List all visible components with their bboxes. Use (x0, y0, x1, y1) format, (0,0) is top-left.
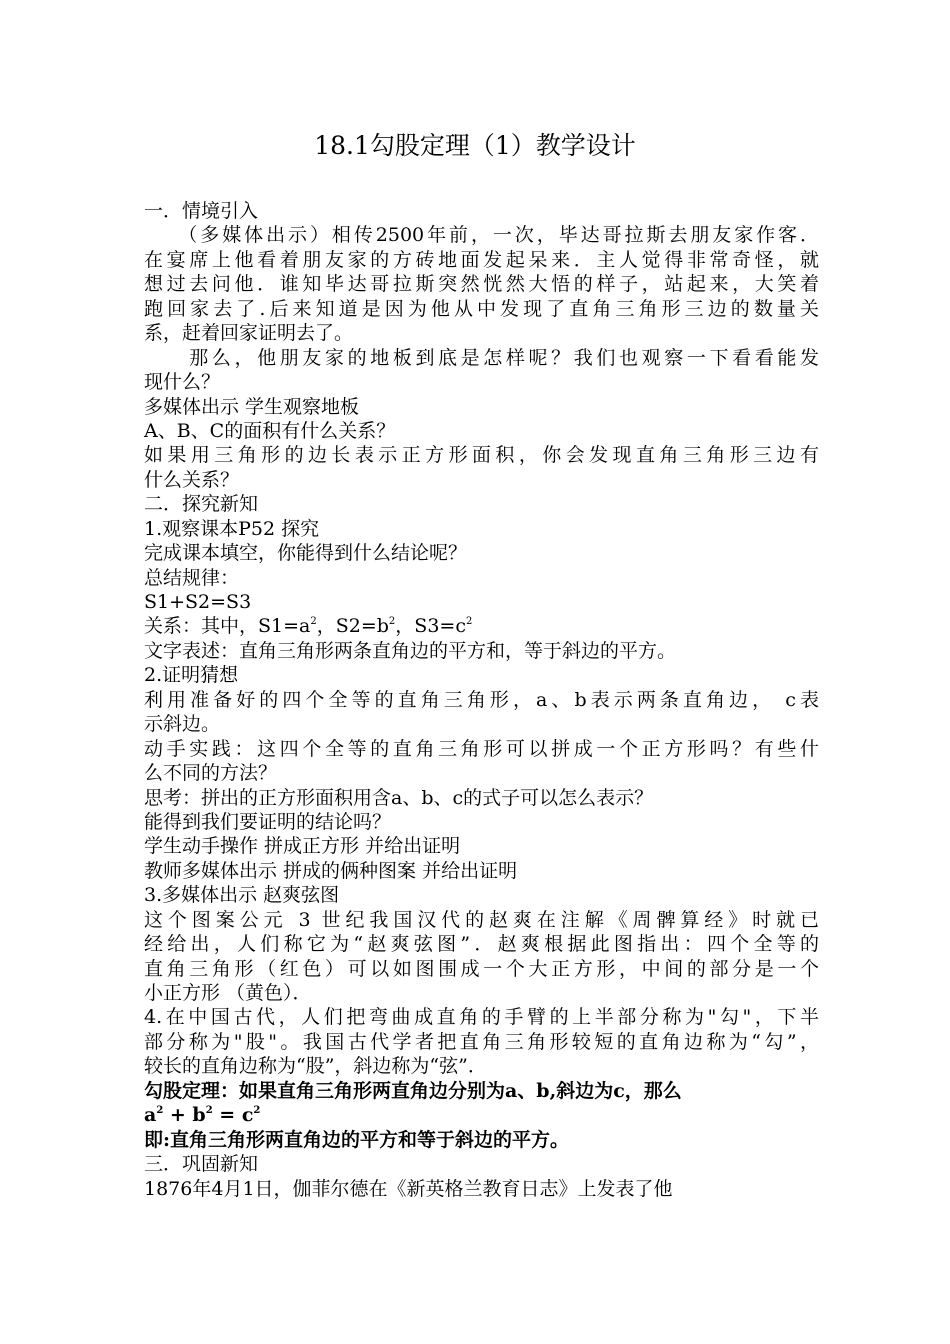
page-title: 18.1勾股定理（1）教学设计 (314, 131, 636, 160)
formula-plus-b: + b (163, 1104, 206, 1127)
paragraph-line: （多媒体出示）相传2500年前，一次，毕达哥拉斯去朋友家作客． (144, 224, 819, 247)
relation-prefix: 关系：其中，S1=a (144, 615, 311, 638)
paragraph-line: 4.在中国古代，人们把弯曲成直角的手臂的上半部分称为"勾"，下半 (144, 1006, 819, 1029)
relation-line (144, 614, 819, 638)
paragraph-line: 完成课本填空，你能得到什么结论呢？ (144, 542, 468, 565)
paragraph-line: 学生动手操作 拼成正方形 并给出证明 (144, 835, 461, 858)
paragraph-line: 教师多媒体出示 拼成的俩种图案 并给出证明 (144, 859, 518, 882)
exponent: 2 (253, 1105, 261, 1117)
paragraph-line: 经给出，人们称它为“赵爽弦图”．赵爽根据此图指出：四个全等的 (144, 933, 819, 956)
paragraph-line: 利用准备好的四个全等的直角三角形，a、b表示两条直角边， c表 (144, 688, 819, 711)
paragraph-line: 示斜边。 (144, 713, 221, 736)
exponent: 2 (465, 616, 473, 628)
exponent: 2 (205, 1105, 213, 1117)
exponent: 2 (388, 616, 396, 628)
relation-mid: ，S2=b (316, 615, 389, 638)
paragraph-line: A、B、C的面积有什么关系？ (144, 419, 396, 442)
formula-eq-c: = c (212, 1104, 254, 1127)
exponent: 2 (156, 1105, 164, 1117)
paragraph-line: 那么，他朋友家的地板到底是怎样呢？我们也观察一下看看能发 (144, 346, 819, 369)
paragraph-line: 总结规律： (144, 566, 240, 589)
paragraph-line: 多媒体出示 学生观察地板 (144, 395, 360, 418)
paragraph-line: 跑回家去了.后来知道是因为他从中发现了直角三角形三边的数量关 (144, 297, 819, 320)
formula-a: a (144, 1104, 157, 1127)
section-heading: 二．探究新知 (144, 493, 259, 516)
paragraph-line: 3.多媒体出示 赵爽弦图 (144, 884, 340, 907)
relation-mid: ，S3=c (395, 615, 466, 638)
theorem-formula (144, 1103, 819, 1127)
section-heading: 三．巩固新知 (144, 1153, 259, 1176)
paragraph-line: 较长的直角边称为“股”，斜边称为“弦”． (144, 1055, 487, 1078)
paragraph-line: 能得到我们要证明的结论吗？ (144, 810, 392, 833)
paragraph-line: 现什么？ (144, 371, 221, 394)
paragraph-line: 思考：拼出的正方形面积用含a、b、c的式子可以怎么表示？ (144, 786, 654, 809)
paragraph-line: 动手实践：这四个全等的直角三角形可以拼成一个正方形吗？有些什 (144, 737, 819, 760)
paragraph-line: 文字表述：直角三角形两条直角边的平方和，等于斜边的平方。 (144, 639, 677, 662)
paragraph-line: 什么关系？ (144, 468, 240, 491)
paragraph-line: 系，赶着回家证明去了。 (144, 322, 354, 345)
formula-line: S1+S2=S3 (144, 591, 252, 613)
paragraph-line: 么不同的方法？ (144, 762, 278, 785)
document-body (144, 199, 819, 1201)
paragraph-line: 1.观察课本P52 探究 (144, 517, 320, 540)
paragraph-line: 如果用三角形的边长表示正方形面积，你会发现直角三角形三边有 (144, 444, 819, 467)
exponent: 2 (310, 616, 317, 628)
theorem-statement: 勾股定理：如果直角三角形两直角边分别为a、b,斜边为c，那么 (144, 1079, 682, 1102)
paragraph-line: 在宴席上他看着朋友家的方砖地面发起呆来．主人觉得非常奇怪，就 (144, 248, 819, 271)
paragraph-line: 1876年4月1日，伽菲尔德在《新英格兰教育日志》上发表了他 (144, 1177, 673, 1200)
section-heading: 一．情境引入 (144, 200, 259, 222)
paragraph-line: 小正方形 （黄色）． (144, 982, 312, 1004)
paragraph-line: 部分称为"股"。我国古代学者把直角三角形较短的直角边称为“勾”， (144, 1030, 819, 1053)
paragraph-line: 2.证明猜想 (144, 664, 239, 687)
paragraph-line: 想过去问他．谁知毕达哥拉斯突然恍然大悟的样子，站起来，大笑着 (144, 273, 819, 296)
paragraph-line: 直角三角形（红色）可以如图围成一个大正方形，中间的部分是一个 (144, 957, 819, 980)
paragraph-line: 这个图案公元 3 世纪我国汉代的赵爽在注解《周髀算经》时就已 (144, 908, 819, 931)
theorem-restatement: 即:直角三角形两直角边的平方和等于斜边的平方。 (144, 1128, 570, 1151)
